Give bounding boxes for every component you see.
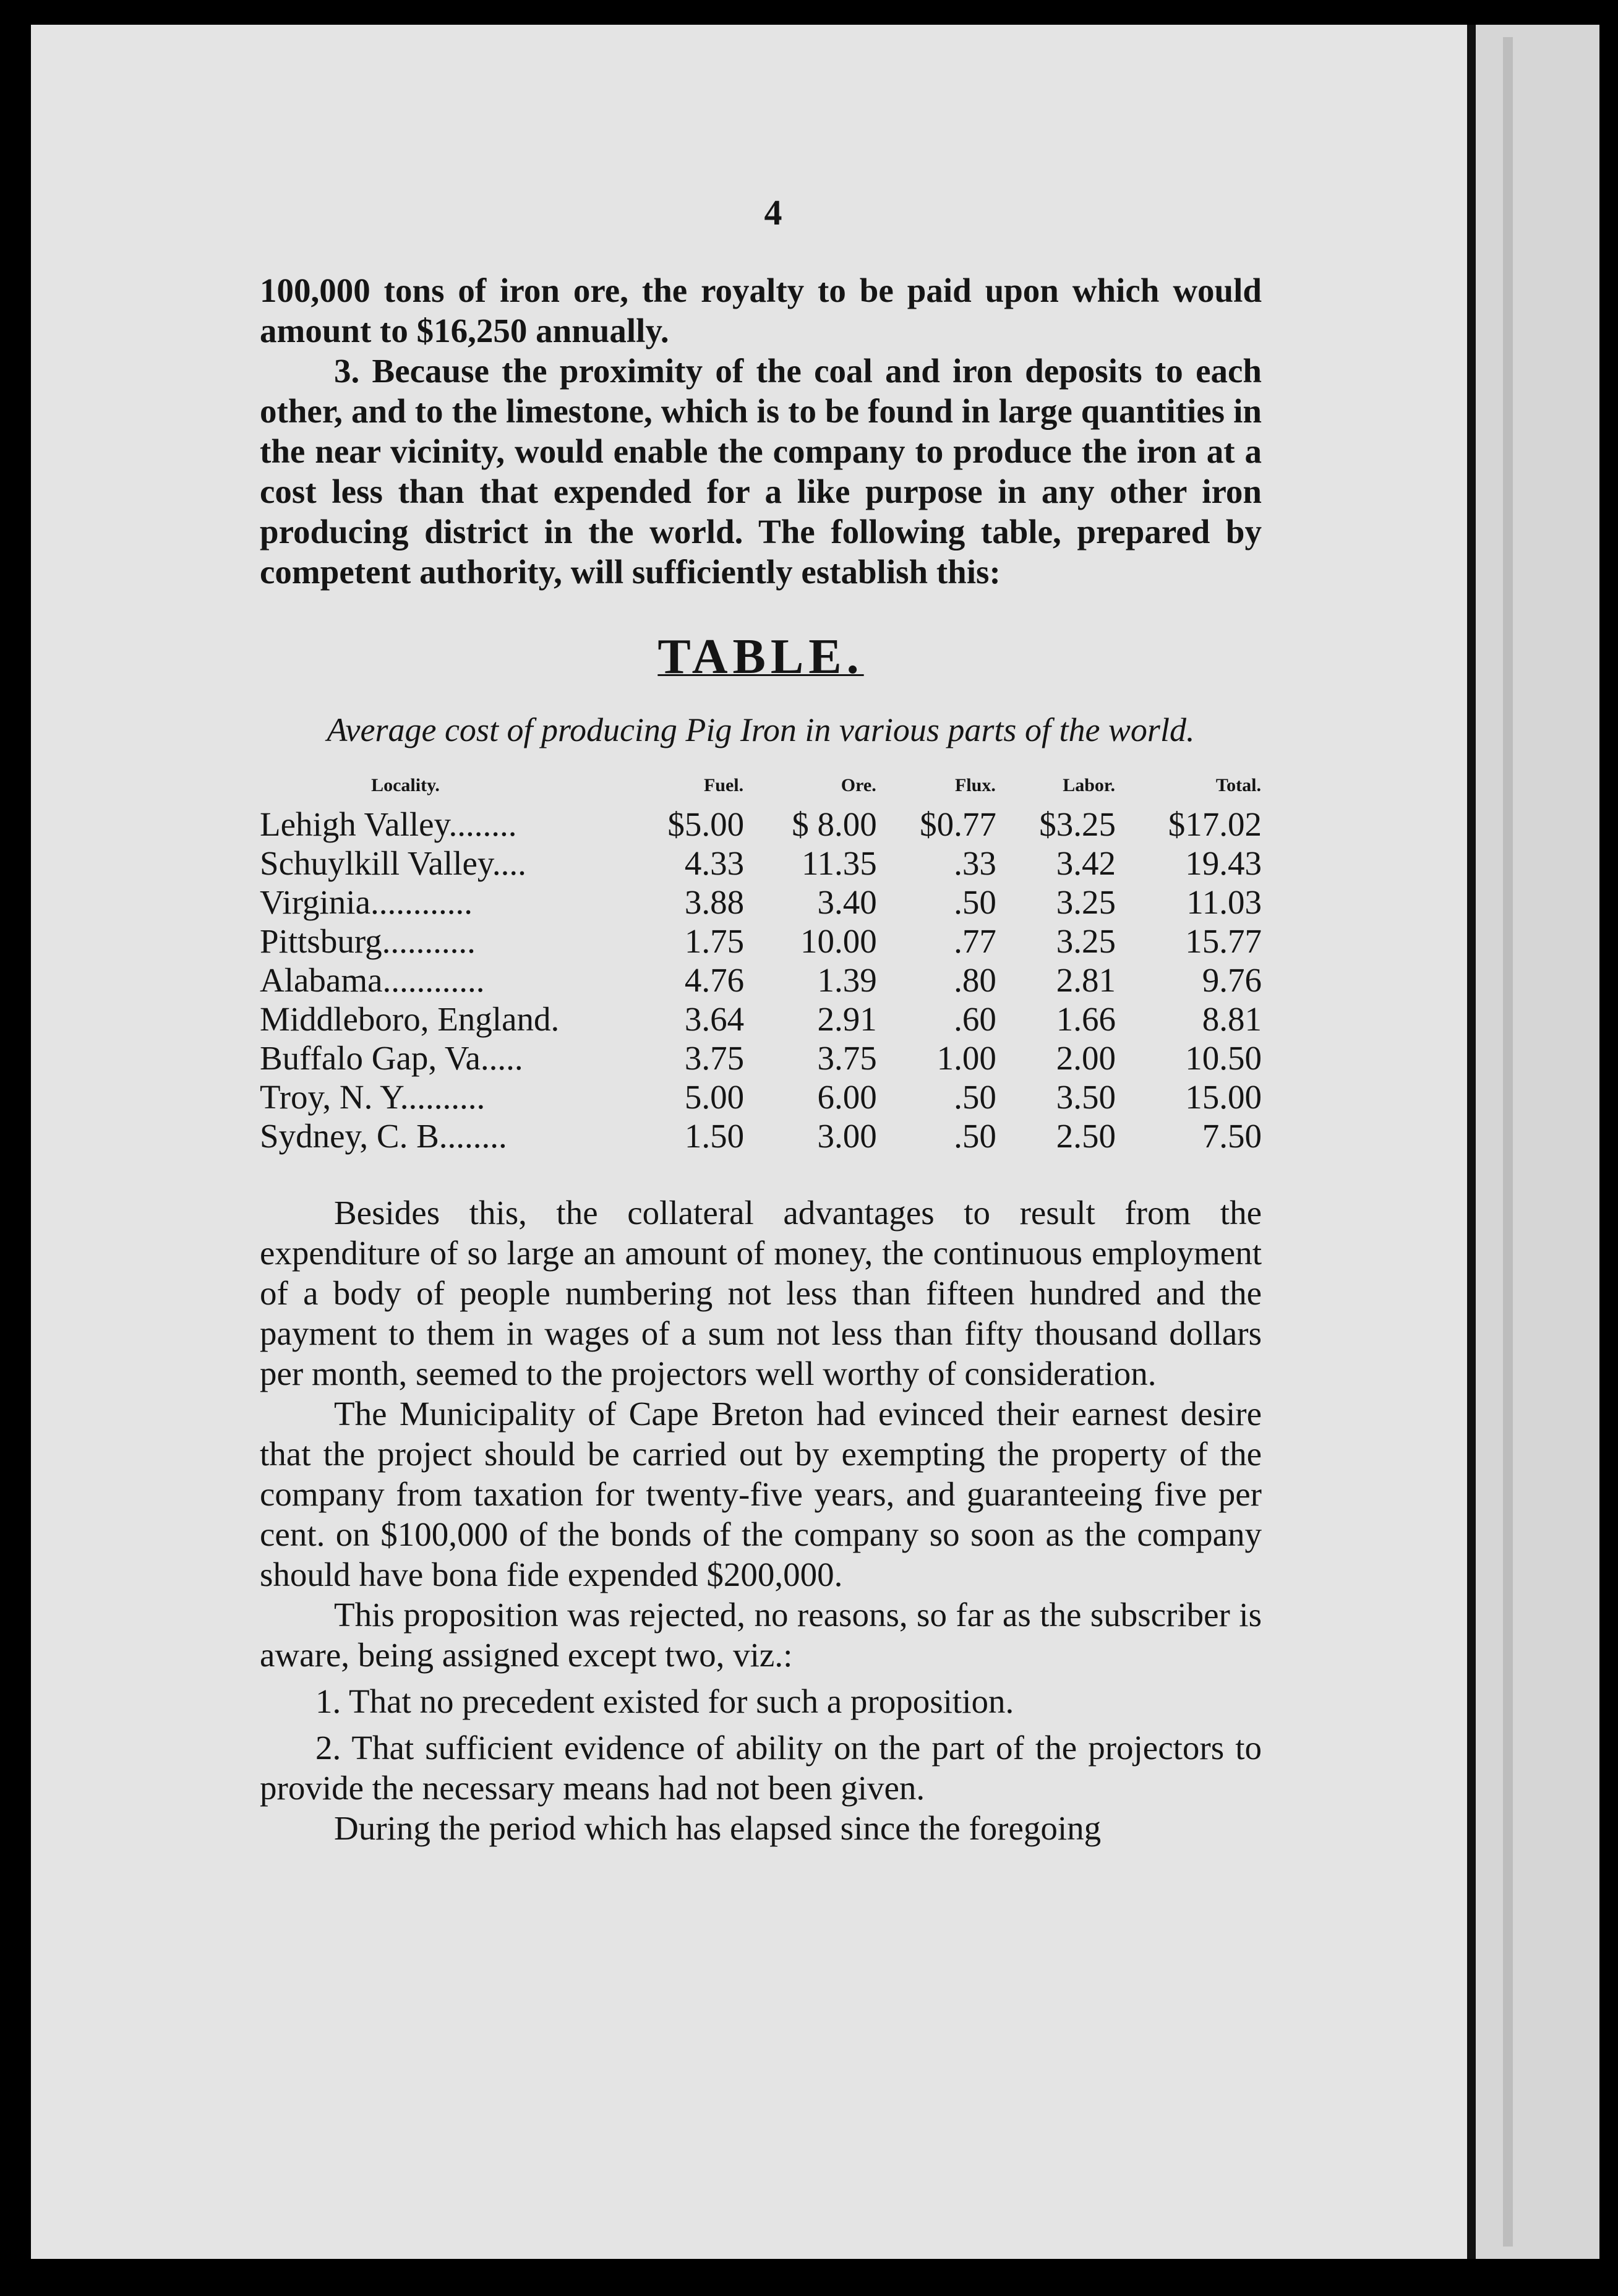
cell-locality: Middleboro, England. (260, 1000, 560, 1038)
cell-flux: $0.77 (920, 805, 996, 843)
table-row (260, 844, 1262, 883)
adjacent-page (1476, 25, 1599, 2259)
cell-ore: 3.75 (817, 1039, 877, 1077)
cell-total: 9.76 (1202, 961, 1262, 999)
table-row (260, 1077, 1262, 1116)
cell-fuel: 3.88 (684, 883, 745, 921)
table-row (260, 1039, 1262, 1077)
table-caption: Average cost of producing Pig Iron in various parts of the world. (327, 711, 1195, 748)
cell-total: 19.43 (1185, 844, 1262, 882)
page-content (260, 192, 1262, 1848)
table-row (260, 961, 1262, 1000)
list-item: 1. That no precedent existed for such a proposition. (315, 1682, 1014, 1720)
top-text (260, 270, 1262, 592)
cell-fuel: 4.33 (684, 844, 745, 882)
header-flux: Flux. (954, 775, 996, 795)
cell-flux: .50 (954, 883, 996, 921)
table-row (260, 1000, 1262, 1039)
cell-labor: 3.50 (1056, 1078, 1116, 1116)
header-locality: Locality. (371, 775, 440, 795)
table-row (260, 1116, 1262, 1155)
cell-ore: 2.91 (817, 1000, 877, 1038)
cell-flux: .50 (954, 1117, 996, 1155)
cell-flux: .50 (954, 1078, 996, 1116)
cell-labor: 1.66 (1056, 1000, 1116, 1038)
cell-flux: .77 (954, 922, 996, 960)
cell-labor: 2.00 (1056, 1039, 1116, 1077)
table-title: TABLE. (657, 630, 864, 684)
cell-ore: 3.40 (817, 883, 877, 921)
cell-fuel: $5.00 (667, 805, 745, 843)
cell-locality: Schuylkill Valley.... (260, 844, 526, 882)
header-fuel: Fuel. (703, 775, 744, 795)
cell-locality: Virginia............ (260, 883, 473, 921)
cell-locality: Lehigh Valley........ (260, 805, 517, 843)
cell-flux: .80 (954, 961, 996, 999)
list-item: 2. That sufficient evidence of ability on the part of the projectors to provide the necessary means had not been given. (260, 1729, 1262, 1807)
page-edge (1467, 25, 1476, 2259)
cell-labor: 3.25 (1056, 922, 1116, 960)
paragraph-proposition-rejected: This proposition was rejected, no reasons, so far as the subscriber is aware, being assigned except two, viz.: (260, 1596, 1262, 1674)
cell-total: 7.50 (1202, 1117, 1262, 1155)
paragraph-collateral-advantages: Besides this, the collateral advantages to result from the expenditure of so large an amount of money, the continuous employment of a body of people numbering not less than fifteen hundred and the payment to them in wages of a sum not less than fifty thousand dollars per month, seemed to the projectors well worthy of consideration. (260, 1194, 1262, 1392)
header-total: Total. (1215, 775, 1261, 795)
cell-ore: 6.00 (817, 1078, 877, 1116)
cell-total: 10.50 (1185, 1039, 1262, 1077)
cell-fuel: 3.64 (684, 1000, 745, 1038)
cell-ore: 1.39 (817, 961, 877, 999)
cell-total: $17.02 (1168, 805, 1262, 843)
cell-total: 15.77 (1185, 922, 1262, 960)
cell-fuel: 4.76 (684, 961, 745, 999)
cell-locality: Sydney, C. B........ (260, 1117, 507, 1155)
cell-ore: 11.35 (801, 844, 877, 882)
cell-ore: $ 8.00 (792, 805, 877, 843)
cell-locality: Buffalo Gap, Va..... (260, 1039, 523, 1077)
cell-total: 15.00 (1185, 1078, 1262, 1116)
table-row (260, 805, 1262, 844)
pig-iron-cost-table (260, 774, 1262, 1155)
cell-labor: 2.81 (1056, 961, 1116, 999)
adjacent-page-shadow (1503, 37, 1513, 2247)
cell-fuel: 1.50 (684, 1117, 745, 1155)
cell-fuel: 1.75 (684, 922, 745, 960)
cell-total: 8.81 (1202, 1000, 1262, 1038)
cell-ore: 10.00 (800, 922, 877, 960)
cell-flux: .33 (954, 844, 996, 882)
cell-locality: Pittsburg........... (260, 922, 476, 960)
paragraph-royalty: 100,000 tons of iron ore, the royalty to be paid upon which would amount to $16,250 annually. (260, 272, 1262, 349)
table-row (260, 922, 1262, 961)
header-ore: Ore. (841, 775, 876, 795)
table-header-row (260, 774, 1262, 805)
cell-ore: 3.00 (817, 1117, 877, 1155)
cell-labor: 2.50 (1056, 1117, 1116, 1155)
cell-flux: 1.00 (936, 1039, 996, 1077)
cell-labor: 3.25 (1056, 883, 1116, 921)
cell-labor: 3.42 (1056, 844, 1116, 882)
paragraph-municipality: The Municipality of Cape Breton had evinced their earnest desire that the project should be carried out by exempting the property of the company from taxation for twenty-five years, and guaranteeing five per cent. on $100,000 of the bonds of the company so soon as the company should have bona fide expended $200,000. (260, 1395, 1262, 1593)
header-labor: Labor. (1063, 775, 1115, 795)
bottom-text (260, 1193, 1262, 1848)
cell-fuel: 3.75 (684, 1039, 745, 1077)
cell-locality: Alabama............ (260, 961, 485, 999)
cell-locality: Troy, N. Y.......... (260, 1078, 486, 1116)
cell-labor: $3.25 (1039, 805, 1116, 843)
cell-flux: .60 (954, 1000, 996, 1038)
table-row (260, 883, 1262, 922)
cell-total: 11.03 (1186, 883, 1262, 921)
paragraph-proximity: 3. Because the proximity of the coal and iron deposits to each other, and to the limestone, which is to be found in large quantities in the near vicinity, would enable the company to produce the iron at a cost less than that expended for a like purpose in any other iron producing district in the world. The following table, prepared by competent authority, will sufficiently establish this: (260, 352, 1262, 591)
page-number: 4 (764, 192, 782, 233)
cell-fuel: 5.00 (684, 1078, 745, 1116)
paragraph-closing: During the period which has elapsed since the foregoing (334, 1809, 1102, 1847)
